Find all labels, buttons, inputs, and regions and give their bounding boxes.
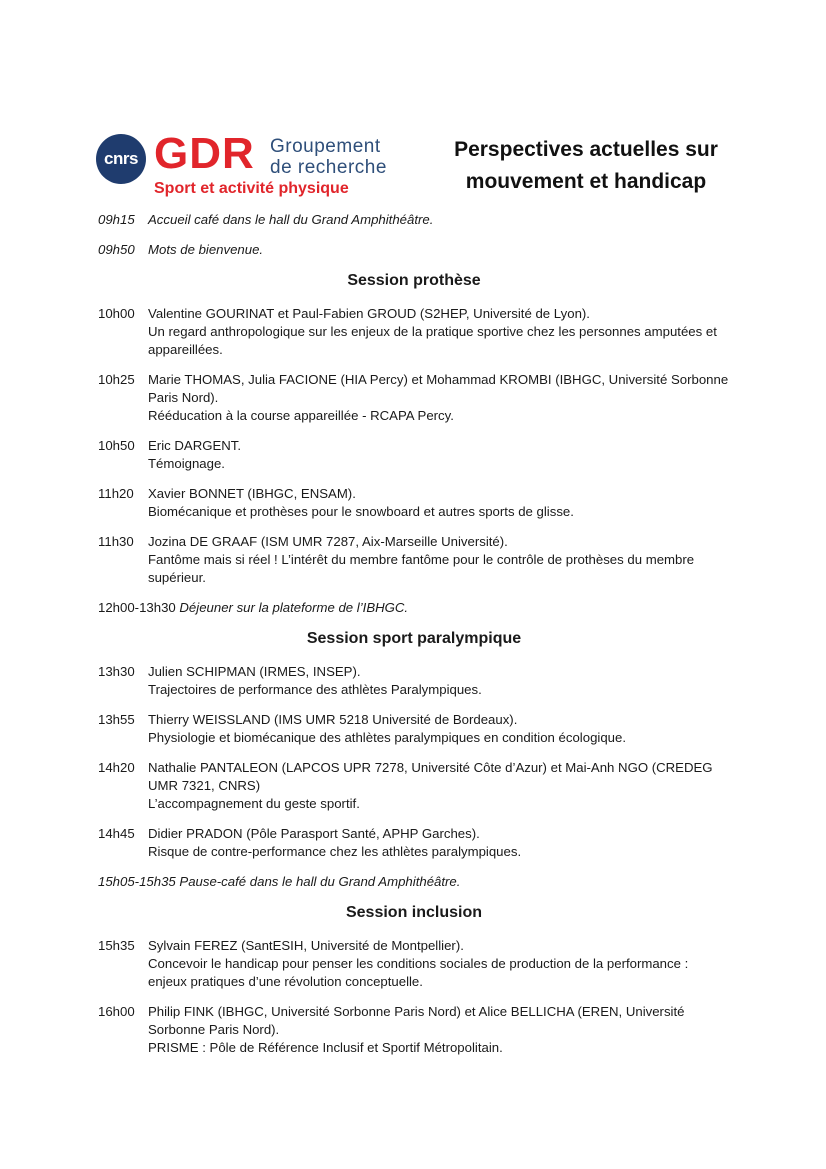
- session-title-paralympique: Session sport paralympique: [306, 630, 522, 647]
- lunch-text: Déjeuner sur la plateforme de l’IBHGC.: [179, 600, 409, 615]
- talk-time: 10h25: [98, 372, 135, 387]
- talk-item: [98, 485, 730, 521]
- cnrs-logo: cnrs: [96, 134, 146, 184]
- talk-title: Un regard anthropologique sur les enjeux de la pratique sportive chez les personnes amputées et appareillées.: [148, 324, 717, 357]
- program: [98, 211, 730, 1069]
- talk-speakers: Sylvain FEREZ (SantESIH, Université de Montpellier).: [148, 938, 464, 953]
- talk-title: Fantôme mais si réel ! L’intérêt du membre fantôme pour le contrôle de prothèses du membre supérieur.: [148, 552, 695, 585]
- gdr-groupement-text: [270, 136, 387, 178]
- talk-time: 13h30: [98, 664, 135, 679]
- talk-speakers: Didier PRADON (Pôle Parasport Santé, APHP Garches).: [148, 826, 480, 841]
- talk-title: Risque de contre-performance chez les athlètes paralympiques.: [148, 844, 522, 859]
- talk-speakers: Julien SCHIPMAN (IRMES, INSEP).: [148, 664, 361, 679]
- talk-time: 15h35: [98, 938, 135, 953]
- talk-time: 10h00: [98, 306, 135, 321]
- gdr-subtitle: Sport et activité physique: [154, 180, 349, 197]
- talk-item: [98, 937, 730, 991]
- talk-speakers: Philip FINK (IBHGC, Université Sorbonne Paris Nord) et Alice BELLICHA (EREN, Université Sorbonne Paris Nord).: [148, 1004, 685, 1037]
- talk-title: Concevoir le handicap pour penser les conditions sociales de production de la performance : enjeux pratiques d’une révolution conceptuelle.: [148, 956, 689, 989]
- page-title: [436, 134, 736, 198]
- talk-item: [98, 711, 730, 747]
- talk-speakers: Marie THOMAS, Julia FACIONE (HIA Percy) et Mohammad KROMBI (IBHGC, Université Sorbonne Paris Nord).: [148, 372, 729, 405]
- groupement-line: Groupement: [270, 136, 381, 157]
- talk-item: [98, 759, 730, 813]
- talk-item: [98, 371, 730, 425]
- talk-title: L’accompagnement du geste sportif.: [148, 796, 360, 811]
- talk-title: Biomécanique et prothèses pour le snowboard et autres sports de glisse.: [148, 504, 574, 519]
- lunch-time: 12h00-13h30: [98, 600, 176, 615]
- talk-speakers: Xavier BONNET (IBHGC, ENSAM).: [148, 486, 356, 501]
- talk-speakers: Nathalie PANTALEON (LAPCOS UPR 7278, Université Côte d’Azur) et Mai-Anh NGO (CREDEG UMR 7321, CNRS): [148, 760, 713, 793]
- talk-title: Rééducation à la course appareillée - RCAPA Percy.: [148, 408, 454, 423]
- talk-speakers: Eric DARGENT.: [148, 438, 242, 453]
- talk-title: PRISME : Pôle de Référence Inclusif et Sportif Métropolitain.: [148, 1040, 503, 1055]
- talk-item: [98, 533, 730, 587]
- intro-item: [98, 241, 730, 259]
- talk-title: Témoignage.: [148, 456, 225, 471]
- talk-title: Trajectoires de performance des athlètes Paralympiques.: [148, 682, 482, 697]
- talk-time: 11h20: [98, 486, 134, 501]
- gdr-logo: GDR: [154, 129, 255, 178]
- talk-time: 13h55: [98, 712, 135, 727]
- talk-speakers: Jozina DE GRAAF (ISM UMR 7287, Aix-Marseille Université).: [148, 534, 508, 549]
- lunch-break: [98, 599, 730, 617]
- talk-time: 11h30: [98, 534, 134, 549]
- talk-item: [98, 305, 730, 359]
- talk-item: [98, 663, 730, 699]
- talk-item: [98, 825, 730, 861]
- header: [96, 130, 736, 202]
- talk-time: 14h20: [98, 760, 135, 775]
- intro-item: [98, 211, 730, 229]
- item-text: Mots de bienvenue.: [148, 242, 264, 257]
- session-title-inclusion: Session inclusion: [345, 904, 483, 921]
- talk-speakers: Thierry WEISSLAND (IMS UMR 5218 Université de Bordeaux).: [148, 712, 518, 727]
- title-line-1: Perspectives actuelles sur: [454, 138, 718, 161]
- talk-title: Physiologie et biomécanique des athlètes paralympiques en condition écologique.: [148, 730, 626, 745]
- talk-item: [98, 437, 730, 473]
- item-text: Accueil café dans le hall du Grand Amphithéâtre.: [148, 212, 434, 227]
- talk-item: [98, 1003, 730, 1057]
- title-line-2: mouvement et handicap: [465, 170, 707, 193]
- talk-time: 10h50: [98, 438, 135, 453]
- item-time: 09h50: [98, 242, 135, 257]
- item-time: 09h15: [98, 212, 135, 227]
- coffee-break: 15h05-15h35 Pause-café dans le hall du Grand Amphithéâtre.: [98, 874, 461, 889]
- talk-time: 16h00: [98, 1004, 135, 1019]
- talk-time: 14h45: [98, 826, 135, 841]
- recherche-line: de recherche: [270, 157, 387, 178]
- session-title-prothese: Session prothèse: [347, 272, 481, 289]
- talk-speakers: Valentine GOURINAT et Paul-Fabien GROUD (S2HEP, Université de Lyon).: [148, 306, 590, 321]
